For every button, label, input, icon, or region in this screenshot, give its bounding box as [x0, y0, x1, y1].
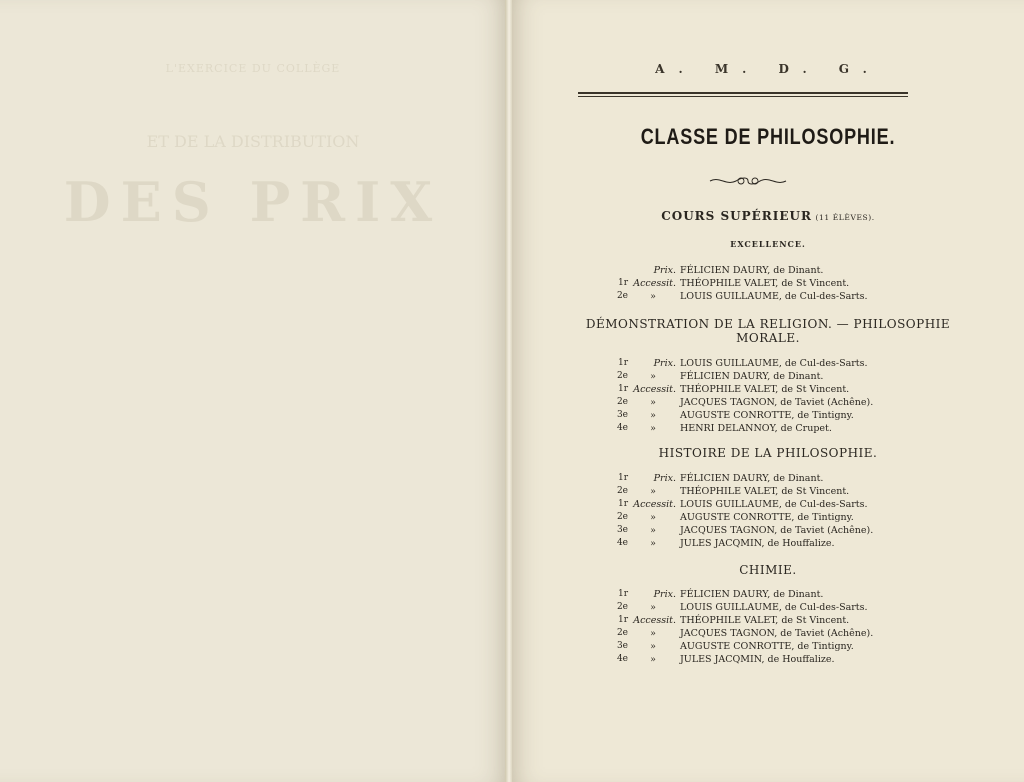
ghost-text-line: ET DE LA DISTRIBUTION: [146, 132, 360, 151]
entry-label: »: [650, 486, 656, 497]
entry-name: AUGUSTE CONROTTE, de Tintigny.: [680, 512, 854, 523]
list-item: [512, 357, 1024, 370]
entry-label: Prix.: [653, 473, 676, 484]
entry-name: LOUIS GUILLAUME, de Cul-des-Sarts.: [680, 358, 868, 369]
entry-label: »: [650, 538, 656, 549]
entry-rank: 2e: [616, 628, 628, 638]
entry-rank: 1r: [617, 499, 628, 509]
ornament-icon: [708, 172, 788, 190]
right-page: [512, 0, 1024, 782]
entry-rank: 2e: [616, 512, 628, 522]
entry-name: THÉOPHILE VALET, de St Vincent.: [680, 486, 850, 497]
section-heading-line: MORALE.: [736, 331, 800, 345]
entry-name: FÉLICIEN DAURY, de Dinant.: [680, 371, 824, 382]
entry-label: Prix.: [653, 589, 676, 600]
list-item: [512, 511, 1024, 524]
entry-label: »: [650, 291, 656, 302]
entry-rank: 4e: [616, 654, 628, 664]
entry-name: FÉLICIEN DAURY, de Dinant.: [680, 265, 824, 276]
entry-rank: 2e: [616, 486, 628, 496]
entry-label: »: [650, 641, 656, 652]
course-name: COURS SUPÉRIEUR: [661, 209, 812, 223]
entry-name: LOUIS GUILLAUME, de Cul-des-Sarts.: [680, 602, 868, 613]
entry-rank: 3e: [616, 525, 628, 535]
list-item: [512, 422, 1024, 435]
list-item: [512, 383, 1024, 396]
list-item: [512, 485, 1024, 498]
entry-label: »: [650, 397, 656, 408]
list-item: [512, 537, 1024, 550]
ghost-text-line: DES PRIX: [63, 170, 443, 234]
section-heading-chimie: CHIMIE.: [739, 563, 797, 577]
list-item: [512, 601, 1024, 614]
header-rule: [578, 92, 908, 94]
entry-label: Accessit.: [633, 615, 676, 626]
entry-rank: 1r: [617, 278, 628, 288]
entry-name: JULES JACQMIN, de Houffalize.: [680, 538, 835, 549]
entry-rank: 3e: [616, 641, 628, 651]
entry-rank: 1r: [617, 384, 628, 394]
entry-name: THÉOPHILE VALET, de St Vincent.: [680, 278, 850, 289]
entry-rank: 1r: [617, 589, 628, 599]
list-item: [512, 409, 1024, 422]
list-item: [512, 627, 1024, 640]
page-title: CLASSE DE PHILOSOPHIE.: [640, 124, 896, 149]
entry-name: FÉLICIEN DAURY, de Dinant.: [680, 473, 824, 484]
left-page-blank: [0, 0, 506, 782]
entry-name: FÉLICIEN DAURY, de Dinant.: [680, 589, 824, 600]
course-count: (11 ÉLÈVES).: [815, 213, 875, 222]
list-item: [512, 290, 1024, 303]
entry-label: »: [650, 602, 656, 613]
list-item: [512, 370, 1024, 383]
list-item: [512, 640, 1024, 653]
section-heading-histoire: HISTOIRE DE LA PHILOSOPHIE.: [658, 446, 878, 460]
list-item: [512, 653, 1024, 666]
entry-rank: 1r: [617, 473, 628, 483]
page-header: A. M. D. G.: [655, 62, 881, 76]
section-heading-line: DÉMONSTRATION DE LA RELIGION. — PHILOSOPHIE: [585, 317, 951, 331]
entry-label: Prix.: [653, 265, 676, 276]
entry-rank: 4e: [616, 538, 628, 548]
entry-label: Accessit.: [633, 499, 676, 510]
list-item: [512, 472, 1024, 485]
entry-name: JACQUES TAGNON, de Taviet (Achêne).: [680, 525, 874, 536]
section-heading-demonstration: [512, 317, 1024, 345]
header-rule: [578, 96, 908, 97]
entry-label: »: [650, 628, 656, 639]
entry-name: AUGUSTE CONROTTE, de Tintigny.: [680, 410, 854, 421]
entry-name: AUGUSTE CONROTTE, de Tintigny.: [680, 641, 854, 652]
entry-name: THÉOPHILE VALET, de St Vincent.: [680, 615, 850, 626]
entry-name: JACQUES TAGNON, de Taviet (Achêne).: [680, 628, 874, 639]
entry-label: »: [650, 371, 656, 382]
entry-label: Accessit.: [633, 384, 676, 395]
entry-label: Accessit.: [633, 278, 676, 289]
entry-label: »: [650, 410, 656, 421]
entry-rank: 1r: [617, 615, 628, 625]
course-heading: [512, 209, 1024, 223]
entry-rank: 2e: [616, 371, 628, 381]
section-heading-excellence: EXCELLENCE.: [730, 239, 806, 249]
list-item: [512, 614, 1024, 627]
entry-rank: 2e: [616, 602, 628, 612]
entry-name: LOUIS GUILLAUME, de Cul-des-Sarts.: [680, 499, 868, 510]
entry-label: »: [650, 423, 656, 434]
entry-label: »: [650, 512, 656, 523]
entry-rank: 4e: [616, 423, 628, 433]
entry-name: THÉOPHILE VALET, de St Vincent.: [680, 384, 850, 395]
list-item: [512, 277, 1024, 290]
entry-name: JACQUES TAGNON, de Taviet (Achêne).: [680, 397, 874, 408]
entry-rank: 1r: [617, 358, 628, 368]
list-item: [512, 498, 1024, 511]
ghost-text-line: L'EXERCICE DU COLLÈGE: [165, 62, 341, 75]
entry-label: »: [650, 654, 656, 665]
list-item: [512, 396, 1024, 409]
list-item: [512, 264, 1024, 277]
list-item: [512, 524, 1024, 537]
entry-rank: 3e: [616, 410, 628, 420]
entry-rank: 2e: [616, 397, 628, 407]
list-item: [512, 588, 1024, 601]
entry-label: »: [650, 525, 656, 536]
entry-name: LOUIS GUILLAUME, de Cul-des-Sarts.: [680, 291, 868, 302]
entry-name: JULES JACQMIN, de Houffalize.: [680, 654, 835, 665]
entry-label: Prix.: [653, 358, 676, 369]
entry-name: HENRI DELANNOY, de Crupet.: [680, 423, 832, 434]
entry-rank: 2e: [616, 291, 628, 301]
